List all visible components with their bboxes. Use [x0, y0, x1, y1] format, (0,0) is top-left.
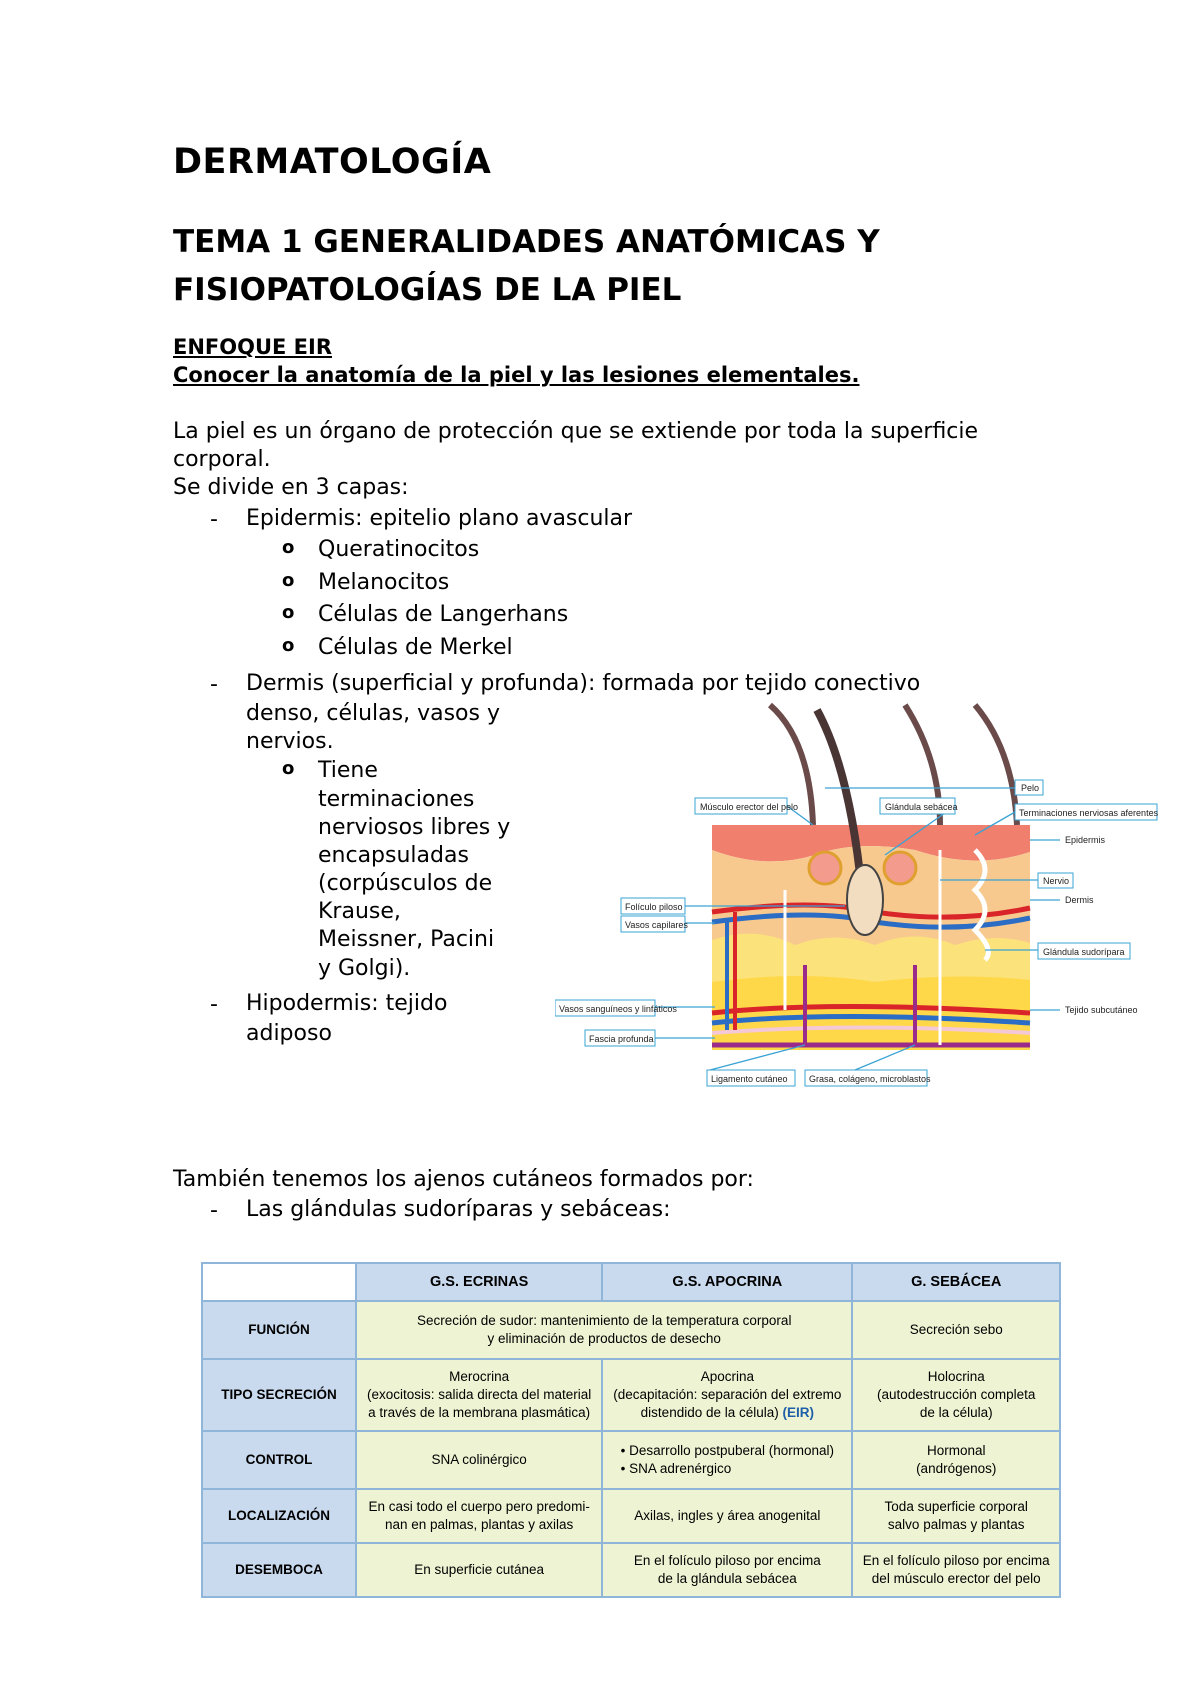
- skin-diagram: [555, 700, 1165, 1090]
- intro-paragraph: [173, 418, 1003, 502]
- diagram-label: Terminaciones nerviosas aferentes: [1019, 808, 1159, 818]
- diagram-label: Vasos capilares: [625, 920, 688, 930]
- bullet-icon: o: [282, 570, 295, 591]
- glands-table: [201, 1262, 1061, 1598]
- dash-marker: -: [210, 672, 218, 697]
- table-cell: SNA colinérgico: [356, 1431, 602, 1489]
- table-corner: [202, 1263, 356, 1301]
- annexes-item: Las glándulas sudoríparas y sebáceas:: [246, 1197, 671, 1222]
- dermis-line: Dermis (superficial y profunda): formada por tejido conectivo: [246, 671, 921, 696]
- table-cell: En casi todo el cuerpo pero predomi- nan en palmas, plantas y axilas: [356, 1489, 602, 1543]
- dermis-sub: Tiene: [318, 758, 378, 783]
- row-label: FUNCIÓN: [202, 1301, 356, 1359]
- table-cell: Toda superficie corporal salvo palmas y plantas: [852, 1489, 1060, 1543]
- dermis-sub: y Golgi).: [318, 956, 411, 981]
- table-row: [202, 1359, 1060, 1431]
- hypodermis-line: adiposo: [246, 1021, 332, 1046]
- bullet-icon: o: [282, 602, 295, 623]
- diagram-label: Tejido subcutáneo: [1065, 1005, 1138, 1015]
- table-cell: En el folículo piloso por encima del músculo erector del pelo: [852, 1543, 1060, 1597]
- topic-title: TEMA 1 GENERALIDADES ANATÓMICAS Y FISIOPATOLOGÍAS DE LA PIEL: [173, 224, 880, 308]
- table-cell: Axilas, ingles y área anogenital: [602, 1489, 852, 1543]
- diagram-label: Ligamento cutáneo: [711, 1074, 788, 1084]
- table-cell: En el folículo piloso por encima de la glándula sebácea: [602, 1543, 852, 1597]
- layers-intro: Se divide en 3 capas:: [173, 475, 409, 500]
- diagram-label: Folículo piloso: [625, 902, 683, 912]
- dermis-sub: nerviosos libres y: [318, 815, 511, 840]
- diagram-label: Músculo erector del pelo: [700, 802, 799, 812]
- table-cell: • Desarrollo postpuberal (hormonal) • SNA adrenérgico: [602, 1431, 852, 1489]
- table-cell: Holocrina (autodestrucción completa de la célula): [852, 1359, 1060, 1431]
- dermis-line: denso, células, vasos y: [246, 701, 500, 726]
- bullet-icon: o: [282, 635, 295, 656]
- bullet-icon: o: [282, 758, 295, 779]
- page-title: DERMATOLOGÍA: [173, 142, 492, 182]
- focus-text: Conocer la anatomía de la piel y las lesiones elementales.: [173, 363, 860, 387]
- table-header: G.S. APOCRINA: [602, 1263, 852, 1301]
- dermis-line: nervios.: [246, 729, 334, 754]
- epidermis-cell: Células de Merkel: [318, 635, 513, 660]
- epidermis-cell: Células de Langerhans: [318, 602, 569, 627]
- row-label: CONTROL: [202, 1431, 356, 1489]
- diagram-label: Vasos sanguíneos y linfáticos: [559, 1004, 677, 1014]
- diagram-label: Glándula sudorípara: [1043, 947, 1125, 957]
- eir-badge: (EIR): [782, 1405, 815, 1420]
- table-row: [202, 1543, 1060, 1597]
- table-cell: En superficie cutánea: [356, 1543, 602, 1597]
- diagram-label: Glándula sebácea: [885, 802, 958, 812]
- dash-marker: -: [210, 1198, 218, 1223]
- dash-marker: -: [210, 507, 218, 532]
- dermis-sub: terminaciones: [318, 787, 475, 812]
- dermis-sub: (corpúsculos de: [318, 871, 493, 896]
- diagram-label: Grasa, colágeno, microblastos: [809, 1074, 931, 1084]
- table-header: G.S. ECRINAS: [356, 1263, 602, 1301]
- bullet-icon: o: [282, 537, 295, 558]
- table-cell: Secreción sebo: [852, 1301, 1060, 1359]
- table-cell: Secreción de sudor: mantenimiento de la temperatura corporal y eliminación de productos de desecho: [356, 1301, 852, 1359]
- dash-marker: -: [210, 992, 218, 1017]
- hypodermis-line: Hipodermis: tejido: [246, 991, 448, 1016]
- diagram-label: Nervio: [1043, 876, 1070, 886]
- table-header: G. SEBÁCEA: [852, 1263, 1060, 1301]
- epidermis-cell: Queratinocitos: [318, 537, 480, 562]
- table-row: [202, 1301, 1060, 1359]
- focus-label: ENFOQUE EIR: [173, 335, 333, 359]
- dermis-sub: Krause,: [318, 899, 401, 924]
- table-cell: Merocrina (exocitosis: salida directa del material a través de la membrana plasmática): [356, 1359, 602, 1431]
- diagram-label: Fascia profunda: [589, 1034, 654, 1044]
- table-row: [202, 1431, 1060, 1489]
- dermis-sub: Meissner, Pacini: [318, 927, 495, 952]
- table-row: [202, 1489, 1060, 1543]
- annexes-intro: También tenemos los ajenos cutáneos formados por:: [173, 1167, 754, 1192]
- diagram-label: Epidermis: [1065, 835, 1106, 845]
- diagram-label: Pelo: [1021, 783, 1040, 793]
- row-label: TIPO SECRECIÓN: [202, 1359, 356, 1431]
- row-label: LOCALIZACIÓN: [202, 1489, 356, 1543]
- table-cell: Apocrina (decapitación: separación del extremo distendido de la célula) (EIR): [602, 1359, 852, 1431]
- dermis-sub: encapsuladas: [318, 843, 469, 868]
- focus-block: [173, 333, 859, 389]
- intro-text: La piel es un órgano de protección que se extiende por toda la superficie corporal.: [173, 419, 979, 472]
- table-cell: Hormonal (andrógenos): [852, 1431, 1060, 1489]
- epidermis-cell: Melanocitos: [318, 570, 450, 595]
- diagram-label: Dermis: [1065, 895, 1094, 905]
- epidermis-item: Epidermis: epitelio plano avascular: [246, 506, 633, 531]
- table-header-row: [202, 1263, 1060, 1301]
- row-label: DESEMBOCA: [202, 1543, 356, 1597]
